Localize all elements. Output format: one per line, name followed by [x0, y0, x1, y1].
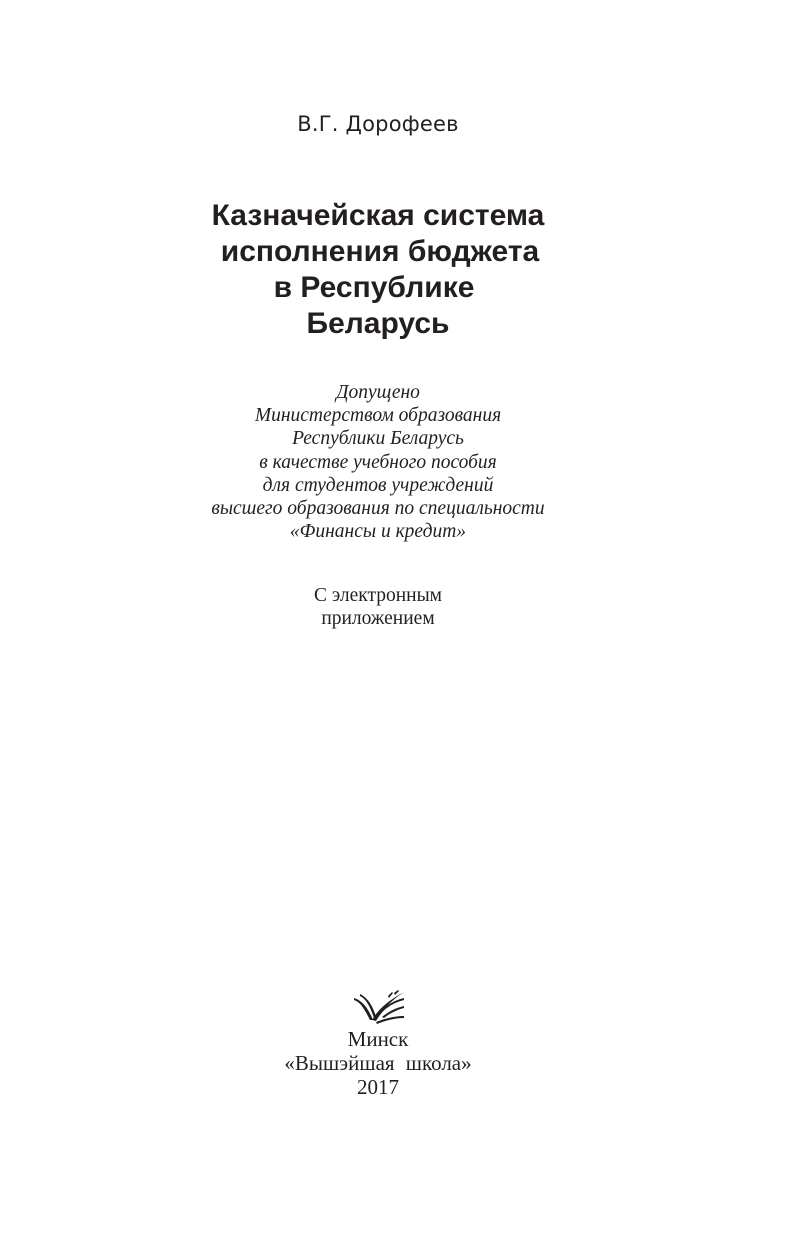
supplement-line: приложением: [321, 608, 435, 629]
book-title-line: в Республике: [273, 271, 475, 304]
approval-line: Республики Беларусь: [292, 428, 464, 450]
book-title-line: исполнения бюджета: [220, 235, 540, 268]
approval-stamp-text: [0, 381, 756, 543]
author-name: В.Г. Дорофеев: [297, 112, 459, 136]
electronic-supplement-note: [0, 584, 756, 630]
book-title-line: Беларусь: [306, 307, 450, 340]
approval-line: для студентов учреждений: [262, 474, 494, 496]
approval-line: «Финансы и кредит»: [289, 521, 467, 543]
imprint-publisher: «Вышэйшая школа»: [284, 1051, 472, 1075]
book-title-line: Казначейская система: [211, 199, 545, 232]
supplement-line: С электронным: [313, 585, 443, 606]
approval-line: Допущено: [336, 382, 420, 403]
imprint-city: Минск: [347, 1027, 409, 1051]
imprint-year: 2017: [357, 1075, 399, 1099]
approval-line: высшего образования по специальности: [211, 498, 545, 520]
approval-line: Министерством образования: [254, 405, 502, 427]
publisher-logo-icon: [352, 990, 406, 1026]
approval-line: в качестве учебного пособия: [259, 451, 497, 473]
imprint: [0, 1027, 756, 1099]
book-title: [0, 198, 756, 342]
